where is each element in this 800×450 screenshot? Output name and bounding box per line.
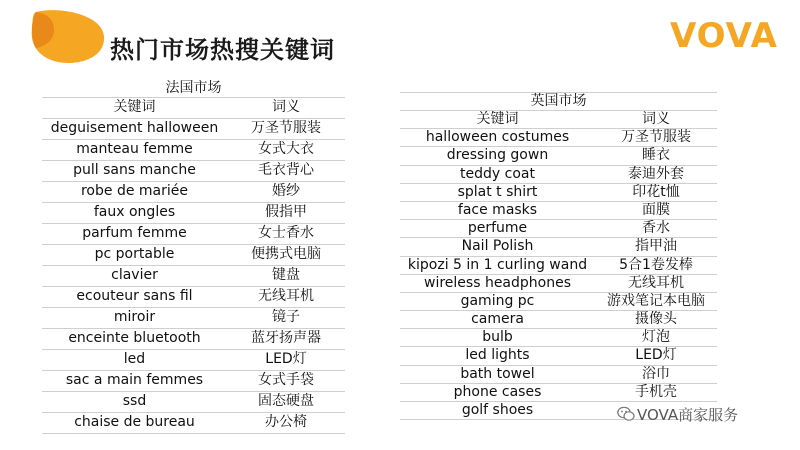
- table-row: [42, 140, 345, 161]
- table-row: [400, 202, 717, 220]
- keyword-cell: teddy coat: [460, 165, 535, 182]
- table-row: [400, 220, 717, 238]
- keyword-cell: wireless headphones: [424, 274, 571, 291]
- table-row: [400, 347, 717, 365]
- keyword-cell: bath towel: [460, 365, 535, 382]
- meaning-cell: 毛衣背心: [258, 161, 314, 178]
- keyword-cell: parfum femme: [82, 224, 187, 241]
- meaning-cell: LED灯: [635, 347, 677, 364]
- meaning-cell: 万圣节服装: [251, 119, 321, 136]
- table-row: [42, 308, 345, 329]
- meaning-cell: 蓝牙扬声器: [251, 329, 321, 346]
- table-row: [42, 119, 345, 140]
- table-body: [400, 129, 717, 420]
- keyword-cell: miroir: [113, 308, 156, 325]
- table-row: [400, 384, 717, 402]
- keyword-cell: manteau femme: [76, 140, 193, 157]
- keyword-cell: dressing gown: [446, 147, 549, 164]
- keyword-cell: sac a main femmes: [65, 371, 204, 388]
- meaning-cell: LED灯: [265, 350, 307, 367]
- meaning-cell: 女式大衣: [258, 140, 314, 157]
- keyword-cell: faux ongles: [93, 203, 176, 220]
- table-row: [400, 166, 717, 184]
- keyword-cell: splat t shirt: [457, 183, 538, 200]
- meaning-cell: 无线耳机: [258, 287, 314, 304]
- meaning-cell: 万圣节服装: [621, 129, 691, 146]
- keyword-cell: clavier: [111, 266, 158, 283]
- meaning-cell: 手机壳: [635, 383, 677, 400]
- table-row: [400, 184, 717, 202]
- meaning-cell: 指甲油: [635, 238, 677, 255]
- meaning-cell: 便携式电脑: [251, 245, 321, 262]
- keyword-cell: golf shoes: [461, 402, 534, 418]
- meaning-cell: 游戏笔记本电脑: [607, 292, 705, 309]
- keyword-cell: gaming pc: [460, 292, 535, 309]
- keyword-cell: pc portable: [94, 245, 175, 262]
- column-header-meaning: 词义: [272, 99, 300, 115]
- meaning-cell: 办公椅: [265, 413, 307, 430]
- meaning-cell: 面膜: [642, 201, 670, 218]
- meaning-cell: 睡衣: [642, 147, 670, 164]
- keyword-cell: kipozi 5 in 1 curling wand: [407, 256, 588, 273]
- table-row: [42, 245, 345, 266]
- table-row: [400, 293, 717, 311]
- keyword-cell: robe de mariée: [80, 182, 188, 199]
- table-row: [400, 275, 717, 293]
- keyword-cell: camera: [471, 311, 524, 328]
- meaning-cell: 印花t恤: [632, 183, 680, 200]
- keyword-cell: pull sans manche: [73, 161, 196, 178]
- keyword-cell: face masks: [457, 201, 538, 218]
- table-row: [42, 350, 345, 371]
- keyword-cell: chaise de bureau: [74, 413, 195, 430]
- keyword-cell: Nail Polish: [461, 238, 534, 255]
- table-caption: 英国市场: [400, 92, 717, 110]
- meaning-cell: 无线耳机: [628, 274, 684, 291]
- keyword-cell: perfume: [467, 220, 528, 237]
- wechat-watermark: [617, 404, 738, 425]
- table-row: [42, 203, 345, 224]
- uk-keyword-table: [400, 92, 717, 420]
- meaning-cell: 女士香水: [258, 224, 314, 241]
- table-row: [400, 366, 717, 384]
- table-row: [42, 266, 345, 287]
- keyword-cell: deguisement halloween: [50, 119, 219, 136]
- meaning-cell: 假指甲: [265, 203, 307, 220]
- meaning-cell: 灯泡: [642, 329, 670, 346]
- meaning-cell: 女式手袋: [258, 371, 314, 388]
- table-caption: 法国市场: [165, 80, 222, 96]
- meaning-cell: 泰迪外套: [628, 165, 684, 182]
- table-row: [42, 182, 345, 203]
- table-row: [400, 329, 717, 347]
- keyword-cell: phone cases: [453, 383, 542, 400]
- table-body: [42, 119, 345, 434]
- table-header-row: [400, 110, 717, 129]
- watermark-text: VOVA商家服务: [637, 406, 739, 424]
- keyword-cell: bulb: [482, 329, 513, 346]
- meaning-cell: 香水: [642, 220, 670, 237]
- table-row: [42, 392, 345, 413]
- meaning-cell: 固态硬盘: [258, 392, 314, 409]
- meaning-cell: 5合1卷发棒: [619, 256, 693, 273]
- table-row: [400, 147, 717, 165]
- table-row: [42, 371, 345, 392]
- vova-logo: VOVA: [669, 16, 778, 56]
- meaning-cell: 浴巾: [642, 365, 670, 382]
- orange-blob-decoration: [28, 8, 106, 66]
- table-row: [42, 161, 345, 182]
- keyword-cell: enceinte bluetooth: [68, 329, 201, 346]
- table-row: [42, 224, 345, 245]
- keyword-cell: led lights: [465, 347, 530, 364]
- table-row: [42, 287, 345, 308]
- meaning-cell: 婚纱: [272, 182, 300, 199]
- column-header-keyword: 关键词: [476, 111, 519, 127]
- keyword-cell: ssd: [122, 392, 147, 409]
- table-row: [400, 129, 717, 147]
- column-header-meaning: 词义: [642, 111, 670, 127]
- keyword-cell: halloween costumes: [425, 129, 570, 146]
- france-keyword-table: [42, 79, 345, 434]
- keyword-cell: led: [123, 350, 146, 367]
- meaning-cell: 摄像头: [635, 311, 677, 328]
- table-row: [400, 311, 717, 329]
- meaning-cell: 镜子: [272, 308, 300, 325]
- wechat-icon: [617, 406, 635, 422]
- page-title: 热门市场热搜关键词: [110, 36, 335, 64]
- table-row: [400, 257, 717, 275]
- column-header-keyword: 关键词: [113, 99, 156, 115]
- keyword-cell: ecouteur sans fil: [76, 287, 193, 304]
- table-header-row: [42, 97, 345, 119]
- table-row: [42, 329, 345, 350]
- table-row: [400, 238, 717, 256]
- meaning-cell: 键盘: [272, 266, 300, 283]
- table-row: [42, 413, 345, 434]
